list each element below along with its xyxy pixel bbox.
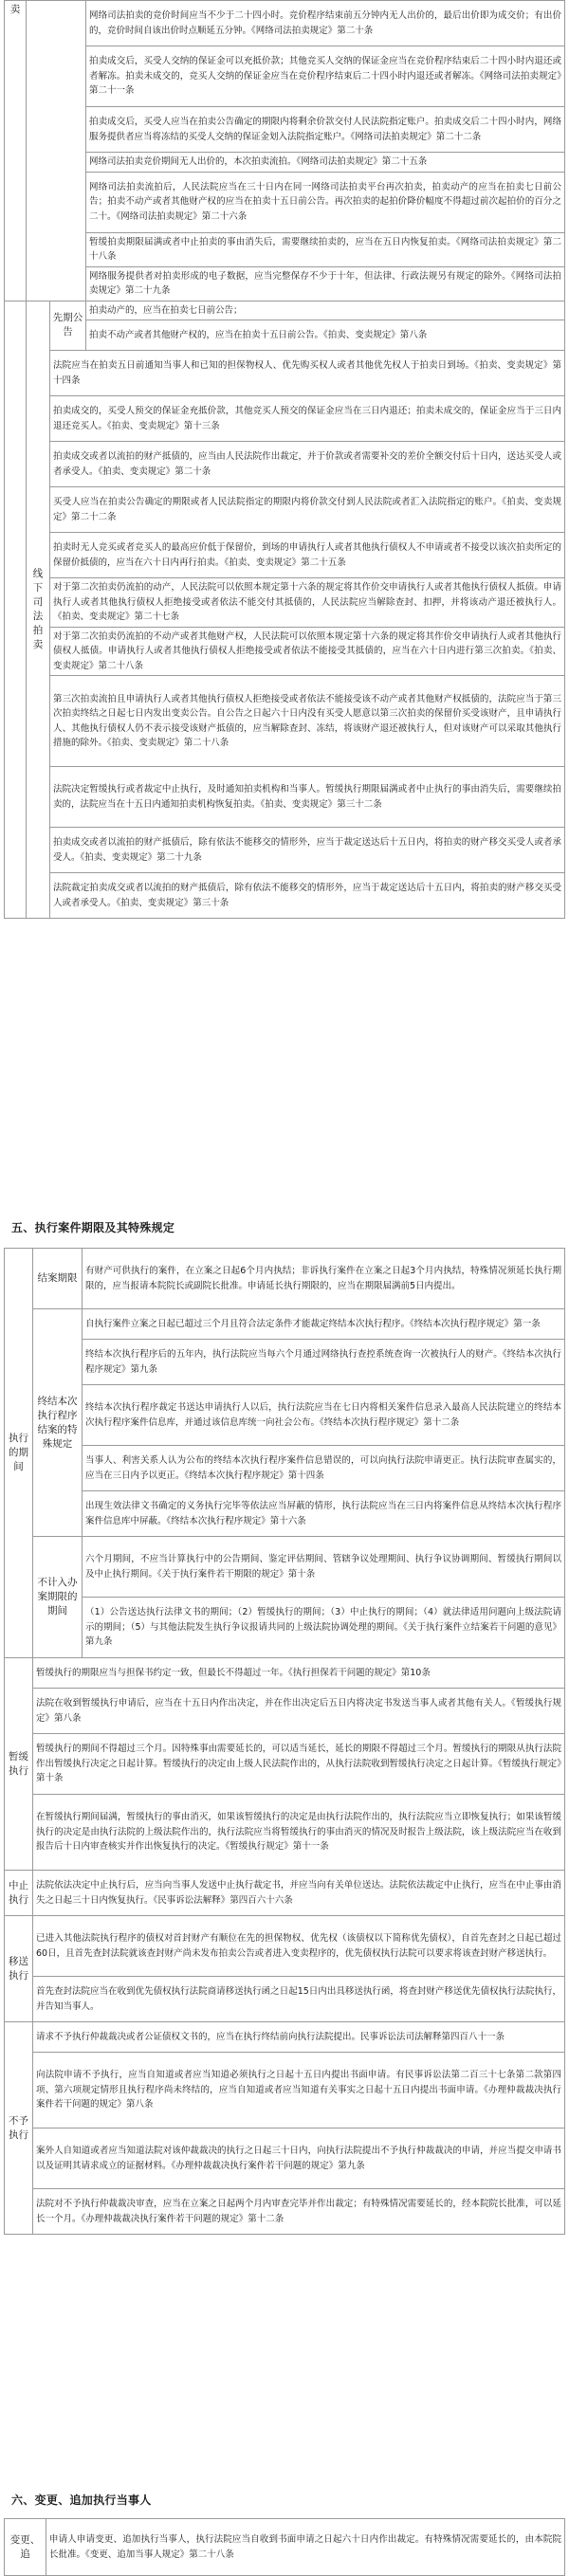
rule-cell: 拍卖成交或者以流拍的财产抵债后，除有依法不能移交的情形外，应当于裁定送达后十五日内，将拍卖的财产移交买受人或者承受人。《拍卖、变卖规定》第二十九条	[50, 828, 565, 873]
rule-cell: 拍卖成交后，买受人交纳的保证金可以充抵价款；其他竞买人交纳的保证金应当在竞价程序结束后二十四小时内退还或者解冻。拍卖未成交的，竞买人交纳的保证金应当在竞价程序结束后二十四小时内退还或者解冻。《网络司法拍卖规定》第二十一条	[86, 46, 565, 107]
section-title-change-parties: 六、变更、追加执行当事人	[11, 2494, 152, 2507]
rule-cell: 暂缓执行的期间不得超过三个月。因特殊事由需要延长的，可以适当延长，延长的期限不得超过三个月。暂缓执行的期限从执行法院作出暂缓执行决定之日起计算。暂缓执行的决定由上级人民法院作出的，从执行法院收到暂缓执行决定之日起计算。《暂缓执行规定》第十条	[33, 1734, 565, 1795]
rule-cell: 拍卖不动产或者其他财产权的，应当在拍卖十五日前公告。《拍卖、变卖规定》第八条	[86, 320, 565, 351]
category-execution-period-cell: 执行的期间	[5, 1249, 33, 1658]
rule-cell: 网络服务提供者对拍卖形成的电子数据，应当完整保存不少于十年，但法律、行政法规另有规定的除外。《网络司法拍卖规定》第二十九条	[86, 266, 565, 301]
subcategory-closing-limit-cell: 结案期限	[33, 1249, 83, 1309]
rule-cell: 法院对不予执行仲裁裁决审查，应当在立案之日起两个月内审查完毕并作出裁定；有特殊情况需要延长的，经本院院长批准，可以延长一个月。《办理仲裁裁决执行案件若干问题的规定》第十二条	[33, 2189, 565, 2235]
section-title-time-limits: 五、执行案件期限及其特殊规定	[11, 1221, 175, 1234]
rule-cell: 有财产可供执行的案件，在立案之日起6个月内执结；非诉执行案件在立案之日起3个月内执结，特殊情况须延长执行期限的，应当报请本院院长或副院长批准。申请延长执行期限的，应当在期限届满前5日内提出。	[83, 1249, 565, 1309]
rule-cell: 法院决定暂缓执行或者裁定中止执行，及时通知拍卖机构和当事人。暂缓执行期限届满或者中止执行的事由消失后，需要继续拍卖的，法院应当在十五日内通知拍卖机构恢复拍卖。《拍卖、变卖规定》第三十二条	[50, 767, 565, 828]
rule-cell: 暂缓拍卖期限届满或者中止拍卖的事由消失后，需要继续拍卖的，应当在五日内恢复拍卖。《网络司法拍卖规定》第二十八条	[86, 232, 565, 266]
rule-cell: 出现生效法律文书确定的义务执行完毕等依法应当屏蔽的情形，执行法院应当在三日内将案件信息从终结本次执行程序案件信息库中屏蔽。《终结本次执行程序规定》第十六条	[83, 1491, 565, 1537]
rule-cell: 暂缓执行的期限应当与担保书约定一致，但最长不得超过一年。《执行担保若干问题的规定》第10条	[33, 1658, 565, 1689]
category-not-execute-cell: 不予执行	[5, 2022, 33, 2235]
rule-cell: 当事人、利害关系人认为公布的终结本次执行程序案件信息错误的，可以向执行法院申请更正。执行法院审查属实的，应当在三日内予以更正。《终结本次执行程序规定》第十四条	[83, 1446, 565, 1491]
rule-cell: 拍卖时无人竞买或者竞买人的最高应价低于保留价，到场的申请执行人或者其他执行债权人不申请或者不接受以该次拍卖所定的保留价抵债的，应当在六十日内再行拍卖。《拍卖、变卖规定》第二十五条	[50, 533, 565, 578]
rule-cell: 拍卖成交或者以流拍的财产抵债的，应当由人民法院作出裁定，并于价款或者需要补交的差价全额交付后十日内，送达买受人或者承受人。《拍卖、变卖规定》第二十条	[50, 442, 565, 487]
rule-cell: （1）公告送达执行法律文书的期间；（2）暂缓执行的期间；（3）中止执行的期间；（4）就法律适用问题向上级法院请示的期间；（5）与其他法院发生执行争议报请共同的上级法院协调处理的期间。《关于执行案件立结案若干问题的意见》第九条	[83, 1598, 565, 1658]
rule-cell: 六个月期间，不应当计算执行中的公告期间、鉴定评估期间、管辖争议处理期间、执行争议协调期间、暂缓执行期间以及中止执行期间。《关于执行案件若干期限的规定》第十条	[83, 1537, 565, 1598]
rule-cell: 申请人申请变更、追加执行当事人，执行法院应当自收到书面申请之日起六十日内作出裁定。有特殊情况需要延长的，由本院院长批准。《变更、追加当事人规定》第二十八条	[46, 2519, 565, 2576]
rule-cell: 法院在收到暂缓执行申请后，应当在十五日内作出决定，并在作出决定后五日内将决定书发送当事人或者其他有关人。《暂缓执行规定》第八条	[33, 1689, 565, 1734]
category-transfer-cell: 移送执行	[5, 1916, 33, 2022]
rule-cell: 首先查封法院应当在收到优先债权执行法院商请移送执行函之日起15日内出具移送执行函，将查封财产移送优先债权执行法院执行，并告知当事人。	[33, 1977, 565, 2022]
rule-cell: 网络司法拍卖流拍后，人民法院应当在三十日内在同一网络司法拍卖平台再次拍卖，拍卖动产的应当在拍卖七日前公告；拍卖不动产或者其他财产权的应当在拍卖十五日前公告。再次拍卖的起拍价降价幅度不得超过前次起拍价的百分之二十。《网络司法拍卖规定》第二十六条	[86, 172, 565, 232]
rule-cell: 第三次拍卖流拍且申请执行人或者其他执行债权人拒绝接受或者依法不能接受该不动产或者其他财产权抵债的，法院应当于第三次拍卖终结之日起七日内发出变卖公告。自公告之日起六十日内没有买受人愿意以第三次拍卖的保留价买受该财产，且申请执行人、其他执行债权人仍不表示接受该财产抵债的，应当解除查封、冻结，将该财产退还被执行人，但对该财产可以采取其他执行措施的除外。《拍卖、变卖规定》第二十八条	[50, 676, 565, 767]
category-change-add-cell: 变更、追	[5, 2519, 46, 2576]
rule-cell: 向法院申请不予执行，应当自知道或者应当知道必须执行之日起十五日内提出书面申请。有民事诉讼法第二百三十七条第二款第四项、第六项规定情形且执行程序尚未终结的，应当自知道或者应当知道有关事实之日起十五日内提出书面申请。《办理仲裁裁决执行案件若干问题的规定》第八条	[33, 2053, 565, 2128]
rule-cell: 拍卖动产的，应当在拍卖七日前公告；	[86, 301, 565, 320]
subcategory-excluded-period-cell: 不计入办案期限的期间	[33, 1537, 83, 1658]
rule-cell: 拍卖成交的，买受人预交的保证金充抵价款，其他竞买人预交的保证金应当在三日内退还；拍卖未成交的，保证金应当于三日内退还竞买人。《拍卖、变卖规定》第十三条	[50, 396, 565, 442]
subcategory-online-auction-cell	[27, 1, 86, 301]
rule-cell: 法院裁定拍卖成交或者以流拍的财产抵债后，除有依法不能移交的情形外，应当于裁定送达后十五日内，将拍卖的财产移交买受人或者承受人。《拍卖、变卖规定》第三十条	[50, 873, 565, 919]
rule-cell: 买受人应当在拍卖公告确定的期限或者人民法院指定的期限内将价款交付到人民法院或者汇入法院指定的账户。《拍卖、变卖规定》第二十二条	[50, 487, 565, 533]
subcategory-offline-auction-cell: 线下司法拍卖	[27, 301, 50, 919]
category-auction-cell: 卖	[5, 1, 27, 301]
rule-cell: 自执行案件立案之日起已超过三个月且符合法定条件才能裁定终结本次执行程序。《终结本次执行程序规定》第一条	[83, 1309, 565, 1340]
subcategory-advance-notice-cell: 先期公告	[50, 301, 86, 351]
rule-cell: 网络司法拍卖竞价期间无人出价的，本次拍卖流拍。《网络司法拍卖规定》第二十五条	[86, 153, 565, 173]
rule-cell: 网络司法拍卖的竞价时间应当不少于二十四小时。竞价程序结束前五分钟内无人出价的，最后出价即为成交价；有出价的，竞价时间自该出价时点顺延五分钟。《网络司法拍卖规定》第二十条	[86, 1, 565, 46]
subcategory-termination-cell: 终结本次执行程序结案的特殊规定	[33, 1309, 83, 1537]
time-limit-table	[4, 1248, 565, 2235]
rule-cell: 案外人自知道或者应当知道法院对该仲裁裁决的执行之日起三十日内，向执行法院提出不予执行仲裁裁决的申请，并应当提交申请书以及证明其请求成立的证据材料。《办理仲裁裁决执行案件若干问题的规定》第九条	[33, 2128, 565, 2189]
rule-cell: 拍卖成交后，买受人应当在拍卖公告确定的期限内将剩余价款交付人民法院指定账户。拍卖成交后二十四小时内，网络服务提供者应当将冻结的买受人交纳的保证金划入法院指定账户。《网络司法拍卖规定》第二十二条	[86, 107, 565, 153]
rule-cell: 对于第二次拍卖仍流拍的不动产或者其他财产权，人民法院可以依照本规定第十六条的规定将其作价交申请执行人或者其他执行债权人抵债。申请执行人或者其他执行债权人拒绝接受或者依法不能接受其抵债的，应当在六十日内进行第三次拍卖。《拍卖、变卖规定》第二十八条	[50, 627, 565, 676]
category-suspend-execution-cell: 暂缓执行	[5, 1658, 33, 1871]
rule-cell: 法院依法决定中止执行后，应当向当事人发送中止执行裁定书，并应当向有关单位送达。法院依法裁定中止执行，应当在中止事由消失之日起三十日内恢复执行。《民事诉讼法解释》第四百六十六条	[33, 1871, 565, 1916]
rule-cell: 终结本次执行程序后的五年内，执行法院应当每六个月通过网络执行查控系统查询一次被执行人的财产。《终结本次执行程序规定》第九条	[83, 1340, 565, 1385]
rule-cell: 终结本次执行程序裁定书送达申请执行人以后，执行法院应当在七日内将相关案件信息录入最高人民法院建立的终结本次执行程序案件信息库，并通过该信息库统一向社会公布。《终结本次执行程序规定》第十二条	[83, 1385, 565, 1446]
change-parties-table	[4, 2518, 565, 2576]
category-auction-cell-cont	[5, 301, 27, 919]
rule-cell: 在暂缓执行期间届满，暂缓执行的事由消灭，如果该暂缓执行的决定是由执行法院作出的，执行法院应当立即恢复执行；如果该暂缓执行的决定是由执行法院的上级法院作出的，执行法院应当将暂缓执行的事由消灭的情况及时报告上级法院，该上级法院应当在收到报告后十日内审查核实并作出恢复执行的决定。《暂缓执行规定》第十一条	[33, 1795, 565, 1871]
rule-cell: 已进入其他法院执行程序的债权对首封财产有顺位在先的担保物权、优先权（该债权以下简称优先债权），自首先查封之日起已超过60日，且首先查封法院就该查封财产尚未发布拍卖公告或者进入变卖程序的，优先债权执行法院可以要求将该查封财产移送执行。	[33, 1916, 565, 1977]
rule-cell: 请求不予执行仲裁裁决或者公证债权文书的，应当在执行终结前向执行法院提出。民事诉讼法司法解释第四百八十一条	[33, 2022, 565, 2053]
category-suspend-cell: 中止执行	[5, 1871, 33, 1916]
auction-table	[4, 0, 565, 919]
rule-cell: 法院应当在拍卖五日前通知当事人和已知的担保物权人、优先购买权人或者其他优先权人于拍卖日到场。《拍卖、变卖规定》第十四条	[50, 351, 565, 396]
rule-cell: 对于第二次拍卖仍流拍的动产，人民法院可以依照本规定第十六条的规定将其作价交申请执行人或者其他执行债权人抵债。申请执行人或者其他执行债权人拒绝接受或者依法不能交付其抵债的，人民法院应当解除查封、扣押，并将该动产退还被执行人。《拍卖、变卖规定》第二十七条	[50, 578, 565, 628]
